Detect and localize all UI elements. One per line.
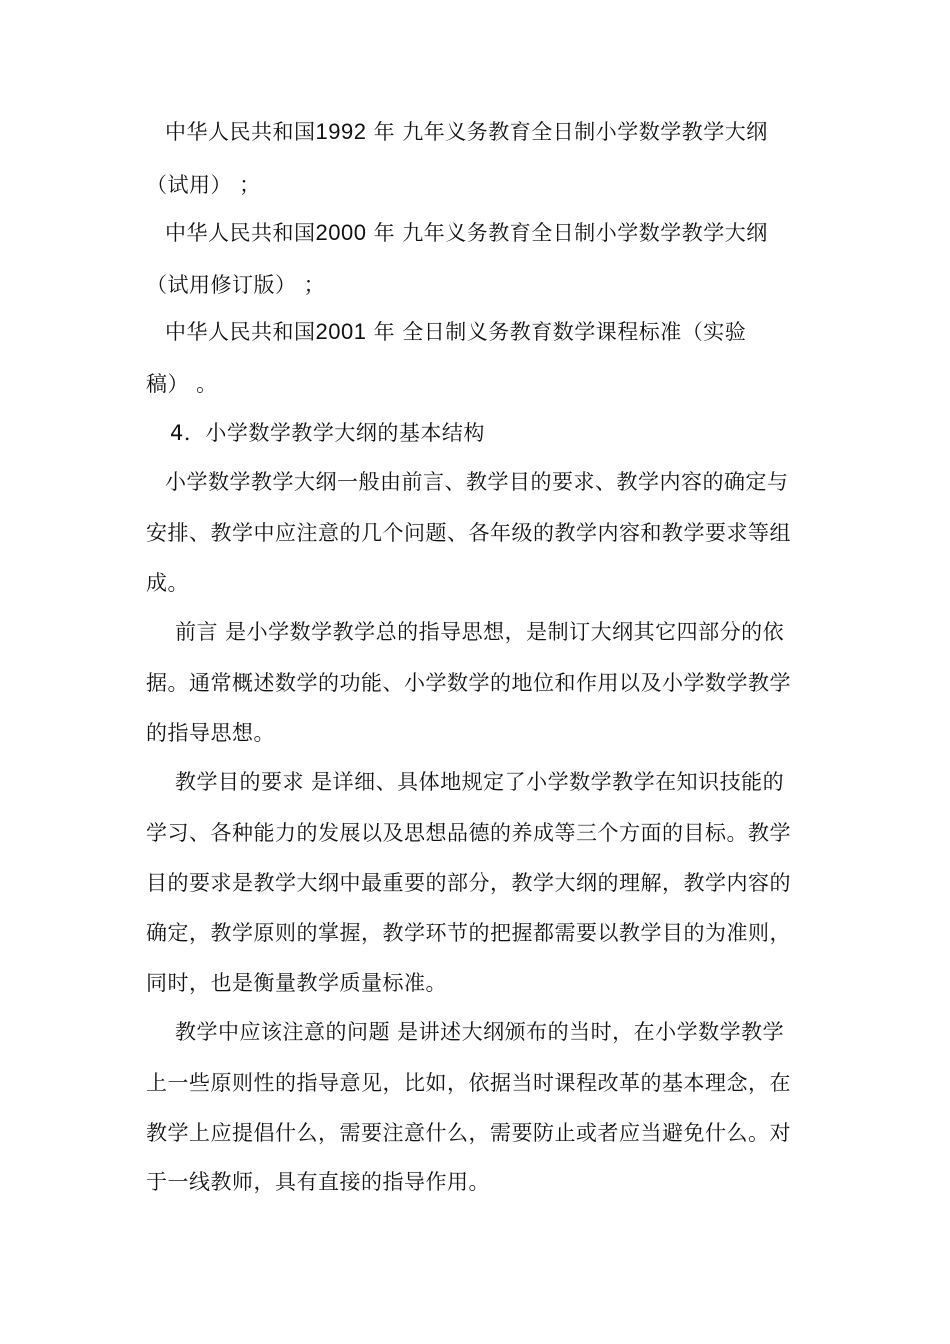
- outline-line-text: （试用修订版） ；: [146, 273, 326, 297]
- outline-line-1992-cont: [146, 170, 261, 200]
- body-line: 上一些原则性的指导意见，比如，依据当时课程改革的基本理念，在: [146, 1071, 791, 1095]
- outline-line-year: 2001: [315, 319, 367, 344]
- outline-line-prefix: 中华人民共和国: [165, 221, 316, 245]
- outline-line-prefix: 中华人民共和国: [165, 320, 316, 344]
- body-line: 教学上应提倡什么，需要注意什么，需要防止或者应当避免什么。对: [146, 1121, 791, 1145]
- body-line: 目的要求是教学大纲中最重要的部分，教学大纲的理解，教学内容的: [146, 871, 791, 895]
- outline-line-year: 2000: [315, 220, 367, 245]
- outline-line-text: （试用） ；: [146, 173, 261, 197]
- body-line: 学习、各种能力的发展以及思想品德的养成等三个方面的目标。教学: [146, 821, 791, 845]
- body-line: 成。: [146, 571, 189, 595]
- outline-line-suffix: 年 全日制义务教育数学课程标准（实验: [366, 320, 747, 344]
- body-line: 同时，也是衡量教学质量标准。: [146, 971, 447, 995]
- outline-line-text: 稿） 。: [146, 372, 218, 396]
- body-line: 于一线教师，具有直接的指导作用。: [146, 1170, 490, 1194]
- body-line: 的指导思想。: [146, 721, 275, 745]
- outline-line-suffix: 年 九年义务教育全日制小学数学教学大纲: [366, 221, 768, 245]
- body-line: 安排、教学中应注意的几个问题、各年级的教学内容和教学要求等组: [146, 521, 791, 545]
- outline-line-1992: [165, 117, 768, 147]
- body-line: 确定，教学原则的掌握，教学环节的把握都需要以教学目的为准则，: [146, 921, 791, 945]
- body-line: 据。通常概述数学的功能、小学数学的地位和作用以及小学数学教学: [146, 671, 791, 695]
- section-heading: 4．小学数学教学大纲的基本结构: [170, 421, 485, 445]
- outline-line-year: 1992: [315, 119, 367, 144]
- outline-line-2001: [165, 317, 746, 347]
- body-line: 前言 是小学数学教学总的指导思想，是制订大纲其它四部分的依: [175, 620, 785, 644]
- outline-line-prefix: 中华人民共和国: [165, 120, 316, 144]
- body-line: 教学目的要求 是详细、具体地规定了小学数学教学在知识技能的: [175, 770, 785, 794]
- body-line: 教学中应该注意的问题 是讲述大纲颁布的当时，在小学数学教学: [175, 1020, 785, 1044]
- body-line: 小学数学教学大纲一般由前言、教学目的要求、教学内容的确定与: [165, 470, 789, 494]
- outline-line-2001-cont: [146, 369, 218, 399]
- outline-line-suffix: 年 九年义务教育全日制小学数学教学大纲: [366, 120, 768, 144]
- outline-line-2000-cont: [146, 270, 325, 300]
- outline-line-2000: [165, 218, 768, 248]
